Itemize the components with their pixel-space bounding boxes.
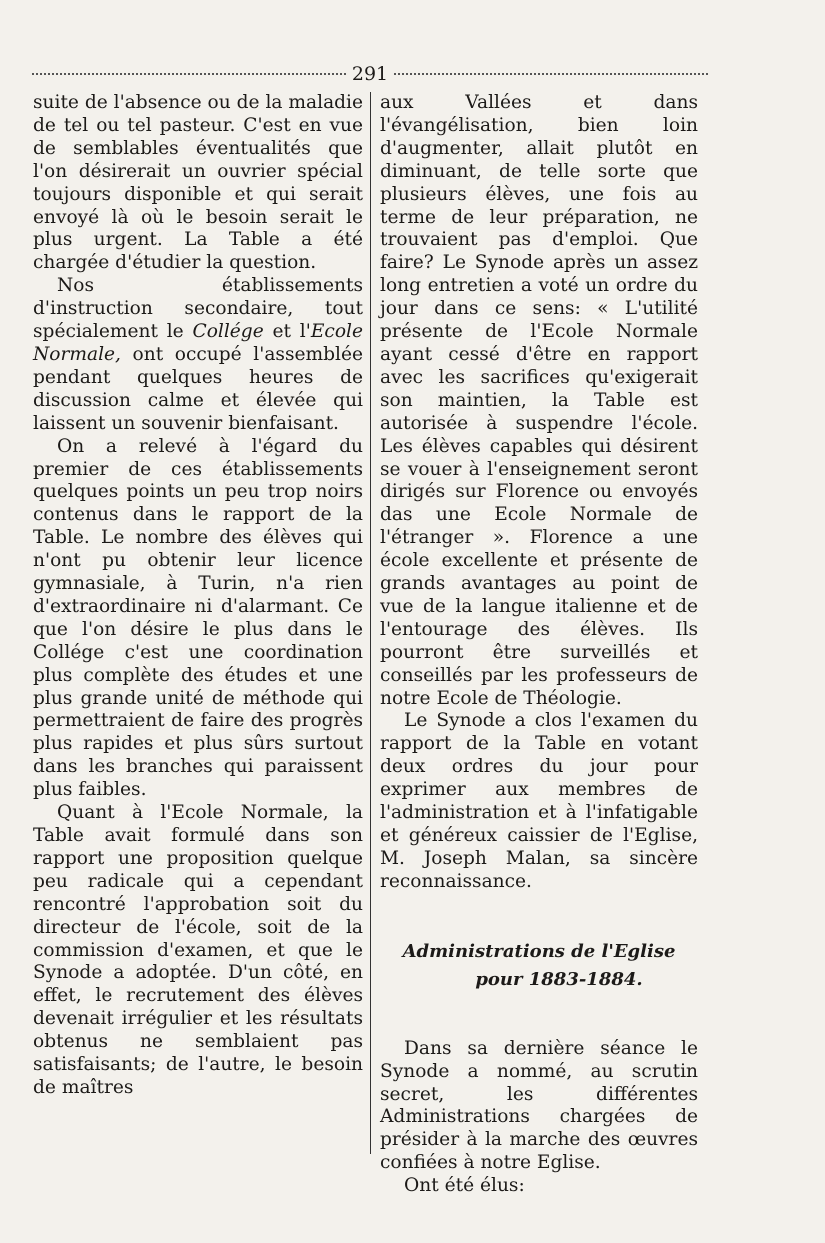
paragraph: [33, 275, 363, 435]
section-title-line: Administrations de l'Eglise: [402, 940, 676, 962]
text-run: Nos établissements d'instruction secondaire, tout spécialement le: [33, 275, 363, 343]
paragraph: Le Synode a clos l'examen du rapport de la Table en votant deux ordres du jour pour exprimer aux membres de l'administration et à l'infatigable et généreux caissier de l'Eglise, M. Joseph Malan, sa sincère reconnaissance.: [380, 710, 698, 892]
section-title: [380, 938, 698, 994]
paragraph: Ont été élus:: [404, 1175, 525, 1197]
right-column: [380, 92, 698, 1198]
italic-term-ecole-normale: Ecole Normale,: [33, 321, 363, 365]
paragraph: aux Vallées et dans l'évangélisation, bien loin d'augmenter, allait plutôt en diminuant, de telle sorte que plusieurs élèves, une fois au terme de leur préparation, ne trouvaient pas d'emploi. Que faire? Le Synode après un assez long entretien a voté un ordre du jour dans ce sens: « L'utilité présente de l'Ecole Normale ayant cessé d'être en rapport avec les sacrifices qu'exigerait son maintien, la Table est autorisée à suspendre l'école. Les élèves capables qui désirent se vouer à l'enseignement seront dirigés sur Florence ou envoyés das une Ecole Normale de l'étranger ». Florence a une école excellente et présente de grands avantages au point de vue de la langue italienne et de l'entourage des élèves. Ils pourront être surveillés et conseillés par les professeurs de notre Ecole de Théologie.: [380, 92, 698, 709]
header-rule-left: [32, 73, 346, 75]
italic-term-college: Collége: [192, 321, 264, 343]
paragraph: Quant à l'Ecole Normale, la Table avait formulé dans son rapport une proposition quelque peu radicale qui a cependant rencontré l'approbation soit du directeur de l'école, soit de la commission d'examen, et que le Synode a adoptée. D'un côté, en effet, le recrutement des élèves devenait irrégulier et les résultats obtenus ne semblaient pas satisfaisants; de l'autre, le besoin de maîtres: [33, 802, 363, 1098]
page-number: 291: [351, 63, 389, 85]
paragraph: Dans sa dernière séance le Synode a nommé, au scrutin secret, les différentes Administrations chargées de présider à la marche des œuvres confiées à notre Eglise.: [380, 1037, 698, 1174]
column-divider: [370, 92, 371, 1154]
section-title-line: pour 1883-1884.: [475, 968, 643, 990]
header-rule-right: [394, 73, 708, 75]
left-column: [33, 92, 363, 1100]
paragraph: suite de l'absence ou de la maladie de tel ou tel pasteur. C'est en vue de semblables éventualités que l'on désirerait un ouvrier spécial toujours disponible et qui serait envoyé là où le besoin serait le plus urgent. La Table a été chargée d'étudier la question.: [33, 92, 364, 274]
page-header: [32, 62, 708, 86]
text-run: ont occupé l'assemblée pendant quelques heures de discussion calme et élevée qui laissent un souvenir bienfaisant.: [33, 343, 363, 434]
paragraph: On a relevé à l'égard du premier de ces établissements quelques points un peu trop noirs contenus dans le rapport de la Table. Le nombre des élèves qui n'ont pu obtenir leur licence gymnasiale, à Turin, n'a rien d'extraordinaire ni d'alarmant. Ce que l'on désire le plus dans le Collége c'est une coordination plus complète des études et une plus grande unité de méthode qui permettraient de faire des progrès plus rapides et plus sûrs surtout dans les branches qui paraissent plus faibles.: [33, 435, 363, 801]
text-run: et l': [263, 321, 311, 343]
